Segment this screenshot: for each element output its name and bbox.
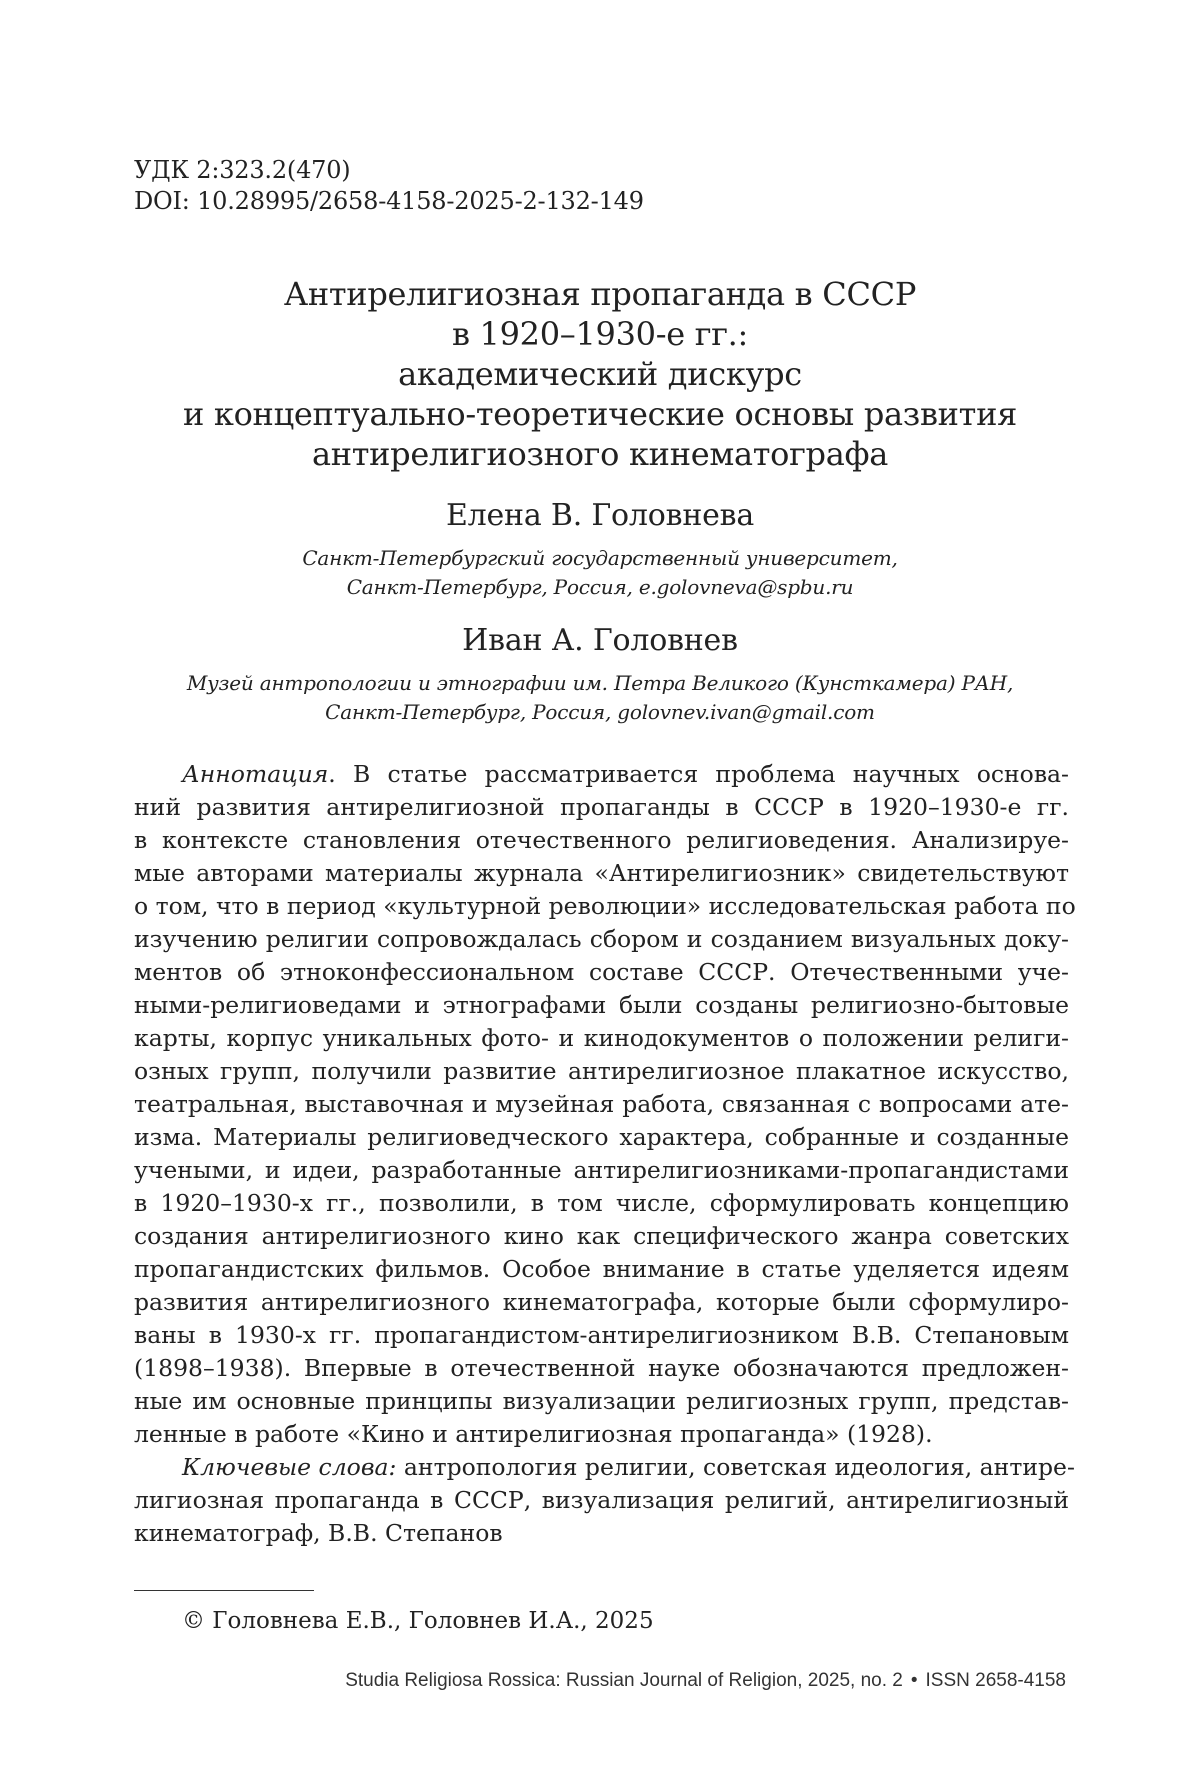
abstract-label: Аннотация	[182, 760, 329, 788]
journal-citation: Studia Religiosa Rossica: Russian Journal of Religion, 2025, no. 2	[345, 1670, 903, 1691]
abstract-line: изучению религии сопровождалась сбором и созданием визуальных доку-	[134, 925, 1069, 953]
abstract-line: пропагандистских фильмов. Особое внимание в статье уделяется идеям	[134, 1255, 1069, 1283]
title-line: академический дискурс	[398, 355, 802, 393]
footnote-divider	[134, 1590, 314, 1591]
copyright-note: © Головнева Е.В., Головнев И.А., 2025	[182, 1608, 654, 1634]
article-metadata	[134, 155, 644, 217]
author-block	[120, 623, 1080, 727]
abstract-line: ний развития антирелигиозной пропаганды в СССР в 1920–1930-е гг.	[134, 793, 1069, 821]
doi[interactable]: DOI: 10.28995/2658-4158-2025-2-132-149	[134, 187, 644, 215]
keywords-line: кинематограф, В.В. Степанов	[134, 1519, 503, 1547]
author-block	[120, 498, 1080, 602]
abstract-line: ленные в работе «Кино и антирелигиозная пропаганда» (1928).	[134, 1420, 933, 1448]
abstract-line: озных групп, получили развитие антирелигиозное плакатное искусство,	[134, 1057, 1069, 1085]
abstract-line: в контексте становления отечественного религиоведения. Анализируе-	[134, 826, 1069, 854]
affiliation-line: Санкт-Петербург, Россия, golovnev.ivan@gmail.com	[325, 700, 875, 724]
abstract-line: театральная, выставочная и музейная работа, связанная с вопросами ате-	[134, 1090, 1069, 1118]
abstract-line: развития антирелигиозного кинематографа, которые были сформулиро-	[134, 1288, 1069, 1316]
title-line: Антирелигиозная пропаганда в СССР	[283, 275, 917, 313]
keywords-line: лигиозная пропаганда в СССР, визуализация религий, антирелигиозный	[134, 1486, 1069, 1514]
abstract-line: ментов об этноконфессиональном составе СССР. Отечественными уче-	[134, 958, 1069, 986]
abstract-line: ваны в 1930-х гг. пропагандистом-антирелигиозником В.В. Степановым	[134, 1321, 1069, 1349]
abstract-line: создания антирелигиозного кино как специфического жанра советских	[134, 1222, 1069, 1250]
title-line: и концептуально-теоретические основы развития	[182, 395, 1018, 433]
author-affiliation	[120, 544, 1080, 602]
abstract	[134, 758, 1076, 1550]
journal-footer	[345, 1668, 1066, 1694]
abstract-line: карты, корпус уникальных фото- и кинодокументов о положении религи-	[134, 1024, 1069, 1052]
abstract-line: мые авторами материалы журнала «Антирелигиозник» свидетельствуют	[134, 859, 1069, 887]
keywords-line: Ключевые слова: антропология религии, советская идеология, антире-	[182, 1453, 1075, 1481]
abstract-line: в 1920–1930-х гг., позволили, в том числе, сформулировать концепцию	[134, 1189, 1069, 1217]
author-name: Иван А. Головнев	[462, 623, 738, 658]
bullet-separator: •	[910, 1670, 918, 1691]
affiliation-line: Музей антропологии и этнографии им. Петра Великого (Кунсткамера) РАН,	[186, 671, 1014, 695]
title-line: в 1920–1930-е гг.:	[451, 315, 749, 353]
udc-code: УДК 2:323.2(470)	[134, 156, 351, 184]
article-title	[120, 274, 1080, 474]
abstract-line: ные им основные принципы визуализации религиозных групп, представ-	[134, 1387, 1069, 1415]
abstract-line: (1898–1938). Впервые в отечественной науке обозначаются предложен-	[134, 1354, 1069, 1382]
abstract-line: Аннотация. В статье рассматривается проблема научных основа-	[182, 760, 1069, 788]
issn: ISSN 2658-4158	[925, 1670, 1066, 1691]
abstract-line: о том, что в период «культурной революции» исследовательская работа по	[134, 892, 1076, 920]
abstract-line: учеными, и идеи, разработанные антирелигиозниками-пропагандистами	[134, 1156, 1069, 1184]
author-affiliation	[120, 669, 1080, 727]
title-line: антирелигиозного кинематографа	[311, 435, 889, 473]
affiliation-line: Санкт-Петербург, Россия, e.golovneva@spbu.ru	[346, 575, 854, 599]
abstract-line: ными-религиоведами и этнографами были созданы религиозно-бытовые	[134, 991, 1069, 1019]
author-name: Елена В. Головнева	[445, 498, 755, 533]
abstract-line: изма. Материалы религиоведческого характера, собранные и созданные	[134, 1123, 1069, 1151]
keywords-label: Ключевые слова:	[182, 1453, 397, 1481]
affiliation-line: Санкт-Петербургский государственный университет,	[302, 546, 898, 570]
